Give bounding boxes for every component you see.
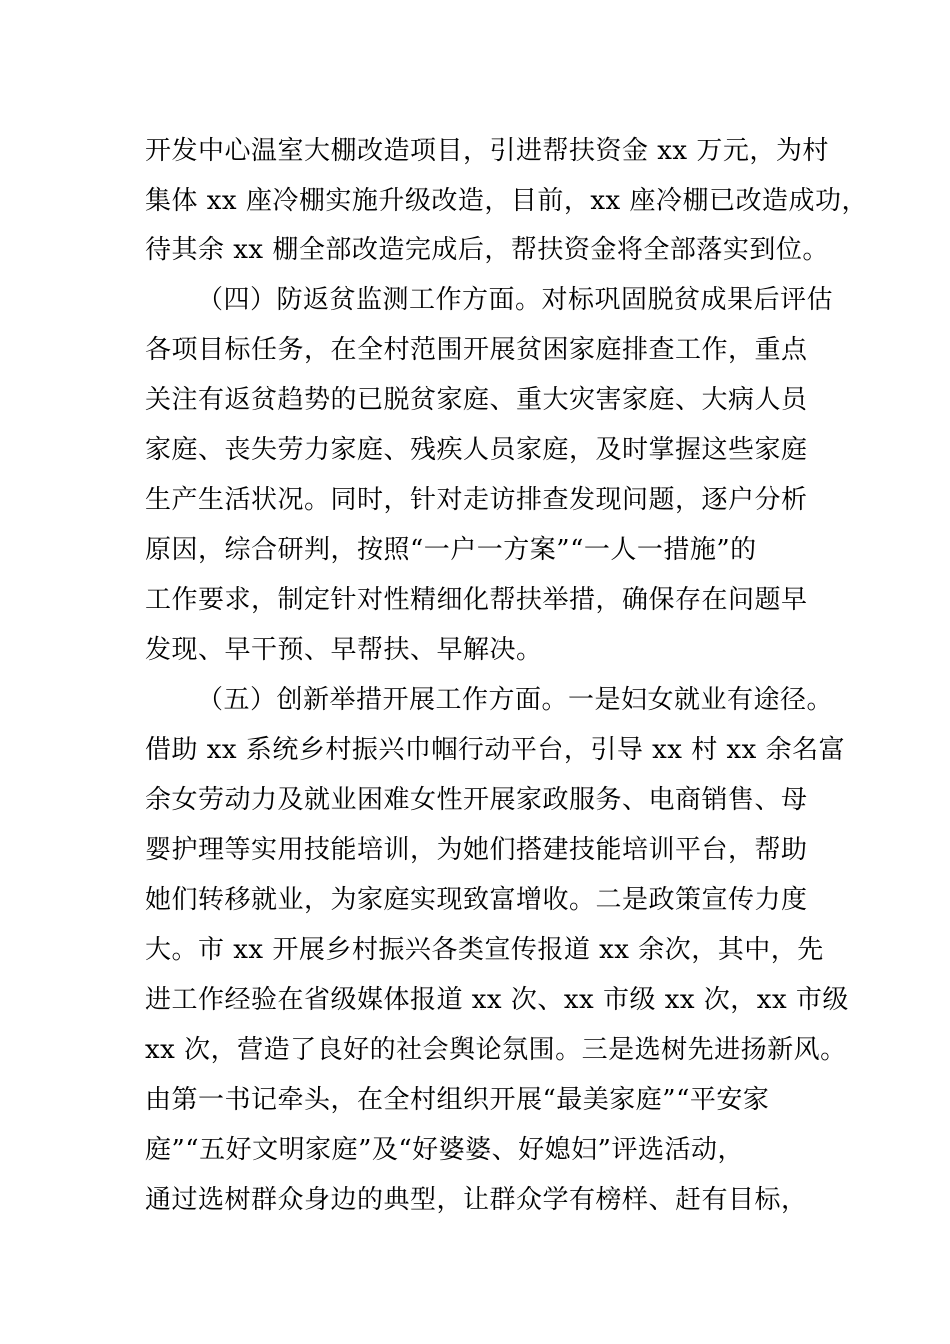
text-line: xx 次，营造了良好的社会舆论氛围。三是选树先进扬新风。 [145,1035,847,1065]
text-line: 婴护理等实用技能培训，为她们搭建技能培训平台，帮助 [145,835,808,865]
text-line: 家庭、丧失劳力家庭、残疾人员家庭，及时掌握这些家庭 [145,435,808,465]
text-line: 待其余 xx 棚全部改造完成后，帮扶资金将全部落实到位。 [145,235,829,265]
text-line: 由第一书记牵头，在全村组织开展“最美家庭”“平安家 [145,1085,770,1115]
text-line: 关注有返贫趋势的已脱贫家庭、重大灾害家庭、大病人员 [145,385,808,415]
text-line: 余女劳动力及就业困难女性开展家政服务、电商销售、母 [145,785,808,815]
text-line: 进工作经验在省级媒体报道 xx 次、xx 市级 xx 次，xx 市级 [145,985,849,1015]
text-line: 大。市 xx 开展乡村振兴各类宣传报道 xx 余次，其中，先 [145,935,824,965]
text-line: 开发中心温室大棚改造项目，引进帮扶资金 xx 万元，为村 [145,136,829,166]
text-line: 她们转移就业，为家庭实现致富增收。二是政策宣传力度 [145,885,808,915]
text-line: 工作要求，制定针对性精细化帮扶举措，确保存在问题早 [145,585,808,615]
text-line: 集体 xx 座冷棚实施升级改造，目前，xx 座冷棚已改造成功， [145,186,868,216]
text-line: 借助 xx 系统乡村振兴巾帼行动平台，引导 xx 村 xx 余名富 [145,735,846,765]
text-line: 通过选树群众身边的典型，让群众学有榜样、赶有目标， [145,1185,808,1215]
paragraph-heading-four: （四）防返贫监测工作方面。对标巩固脱贫成果后评估 [197,285,834,315]
text-line: 原因，综合研判，按照“一户一方案”“一人一措施”的 [145,535,757,565]
paragraph-heading-five: （五）创新举措开展工作方面。一是妇女就业有途径。 [197,685,834,715]
text-line: 各项目标任务，在全村范围开展贫困家庭排查工作，重点 [145,335,808,365]
text-line: 庭”“五好文明家庭”及“好婆婆、好媳妇”评选活动， [145,1135,744,1165]
text-line: 生产生活状况。同时，针对走访排查发现问题，逐户分析 [145,485,808,515]
text-line: 发现、早干预、早帮扶、早解决。 [145,635,543,665]
